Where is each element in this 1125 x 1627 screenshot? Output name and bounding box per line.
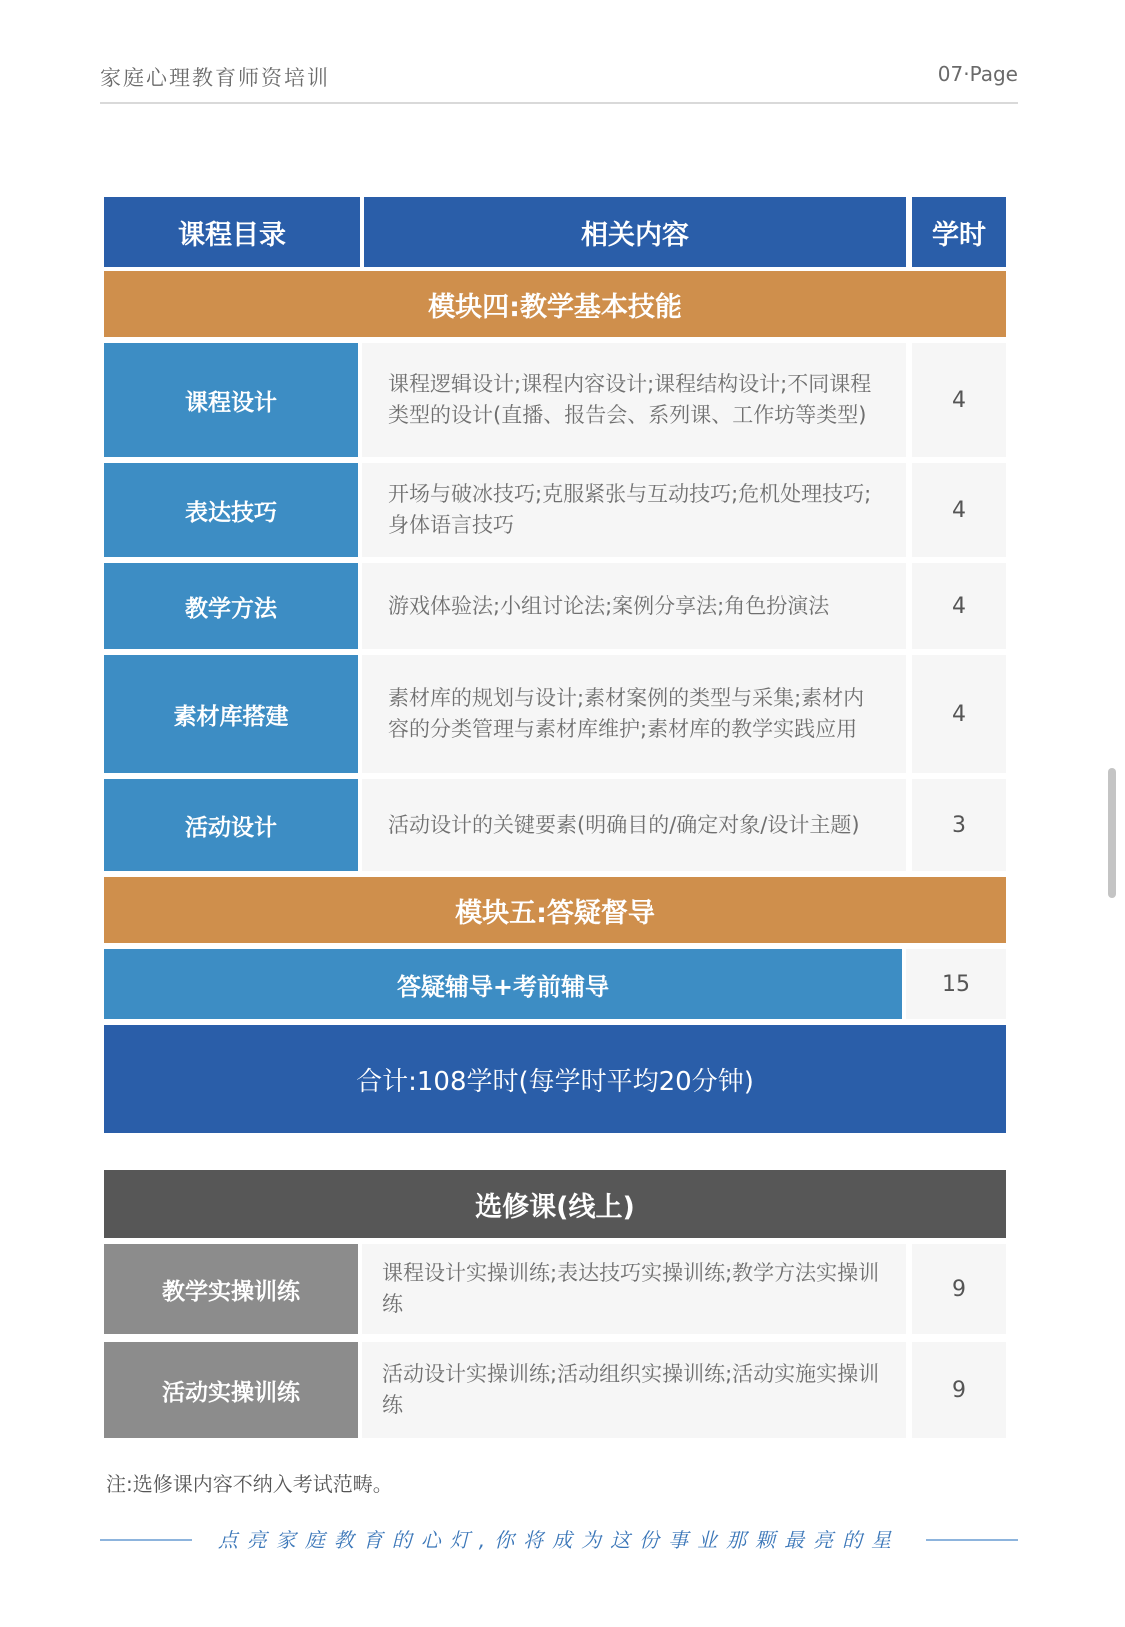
header-hours: 学时	[912, 197, 1006, 267]
course-table	[104, 197, 1006, 1140]
row-material-library-content: 素材库的规划与设计;素材案例的类型与采集;素材内容的分类管理与素材库维护;素材库的教学实践应用	[362, 655, 906, 773]
row-material-library-name: 素材库搭建	[104, 655, 358, 773]
elective-row-teaching-name: 教学实操训练	[104, 1244, 358, 1334]
total-row: 合计:108学时(每学时平均20分钟)	[104, 1025, 1006, 1133]
row-course-design-content: 课程逻辑设计;课程内容设计;课程结构设计;不同课程类型的设计(直播、报告会、系列课、工作坊等类型)	[362, 343, 906, 457]
footer-slogan: 点亮家庭教育的心灯,你将成为这份事业那颗最亮的星	[217, 1528, 901, 1552]
elective-row-activity-content: 活动设计实操训练;活动组织实操训练;活动实施实操训练	[362, 1342, 906, 1438]
row-expression-name: 表达技巧	[104, 463, 358, 557]
footer	[100, 1522, 1018, 1558]
row-course-design-hours: 4	[912, 343, 1006, 457]
module5-hours: 15	[906, 949, 1006, 1019]
page-number: 07·Page	[937, 62, 1018, 86]
row-expression-content: 开场与破冰技巧;克服紧张与互动技巧;危机处理技巧;身体语言技巧	[362, 463, 906, 557]
header-course: 课程目录	[104, 197, 360, 267]
footer-line-right	[926, 1539, 1018, 1541]
row-activity-design-hours: 3	[912, 779, 1006, 871]
elective-title: 选修课(线上)	[104, 1170, 1006, 1238]
row-activity-design-name: 活动设计	[104, 779, 358, 871]
footer-line-left	[100, 1539, 192, 1541]
elective-note: 注:选修课内容不纳入考试范畴。	[106, 1472, 393, 1496]
row-teaching-method-content: 游戏体验法;小组讨论法;案例分享法;角色扮演法	[362, 563, 906, 649]
row-teaching-method-hours: 4	[912, 563, 1006, 649]
row-course-design-name: 课程设计	[104, 343, 358, 457]
elective-row-teaching-hours: 9	[912, 1244, 1006, 1334]
elective-row-activity-name: 活动实操训练	[104, 1342, 358, 1438]
row-activity-design-content: 活动设计的关键要素(明确目的/确定对象/设计主题)	[362, 779, 906, 871]
header-title: 家庭心理教育师资培训	[100, 66, 330, 90]
header-content: 相关内容	[364, 197, 906, 267]
elective-row-teaching-content: 课程设计实操训练;表达技巧实操训练;教学方法实操训练	[362, 1244, 906, 1334]
elective-table	[104, 1170, 1006, 1438]
row-material-library-hours: 4	[912, 655, 1006, 773]
module4-title: 模块四:教学基本技能	[104, 271, 1006, 337]
page-header	[100, 58, 1018, 104]
row-expression-hours: 4	[912, 463, 1006, 557]
module5-item: 答疑辅导+考前辅导	[104, 949, 902, 1019]
elective-row-activity-hours: 9	[912, 1342, 1006, 1438]
scrollbar-thumb[interactable]	[1108, 768, 1116, 898]
module5-title: 模块五:答疑督导	[104, 877, 1006, 943]
row-teaching-method-name: 教学方法	[104, 563, 358, 649]
